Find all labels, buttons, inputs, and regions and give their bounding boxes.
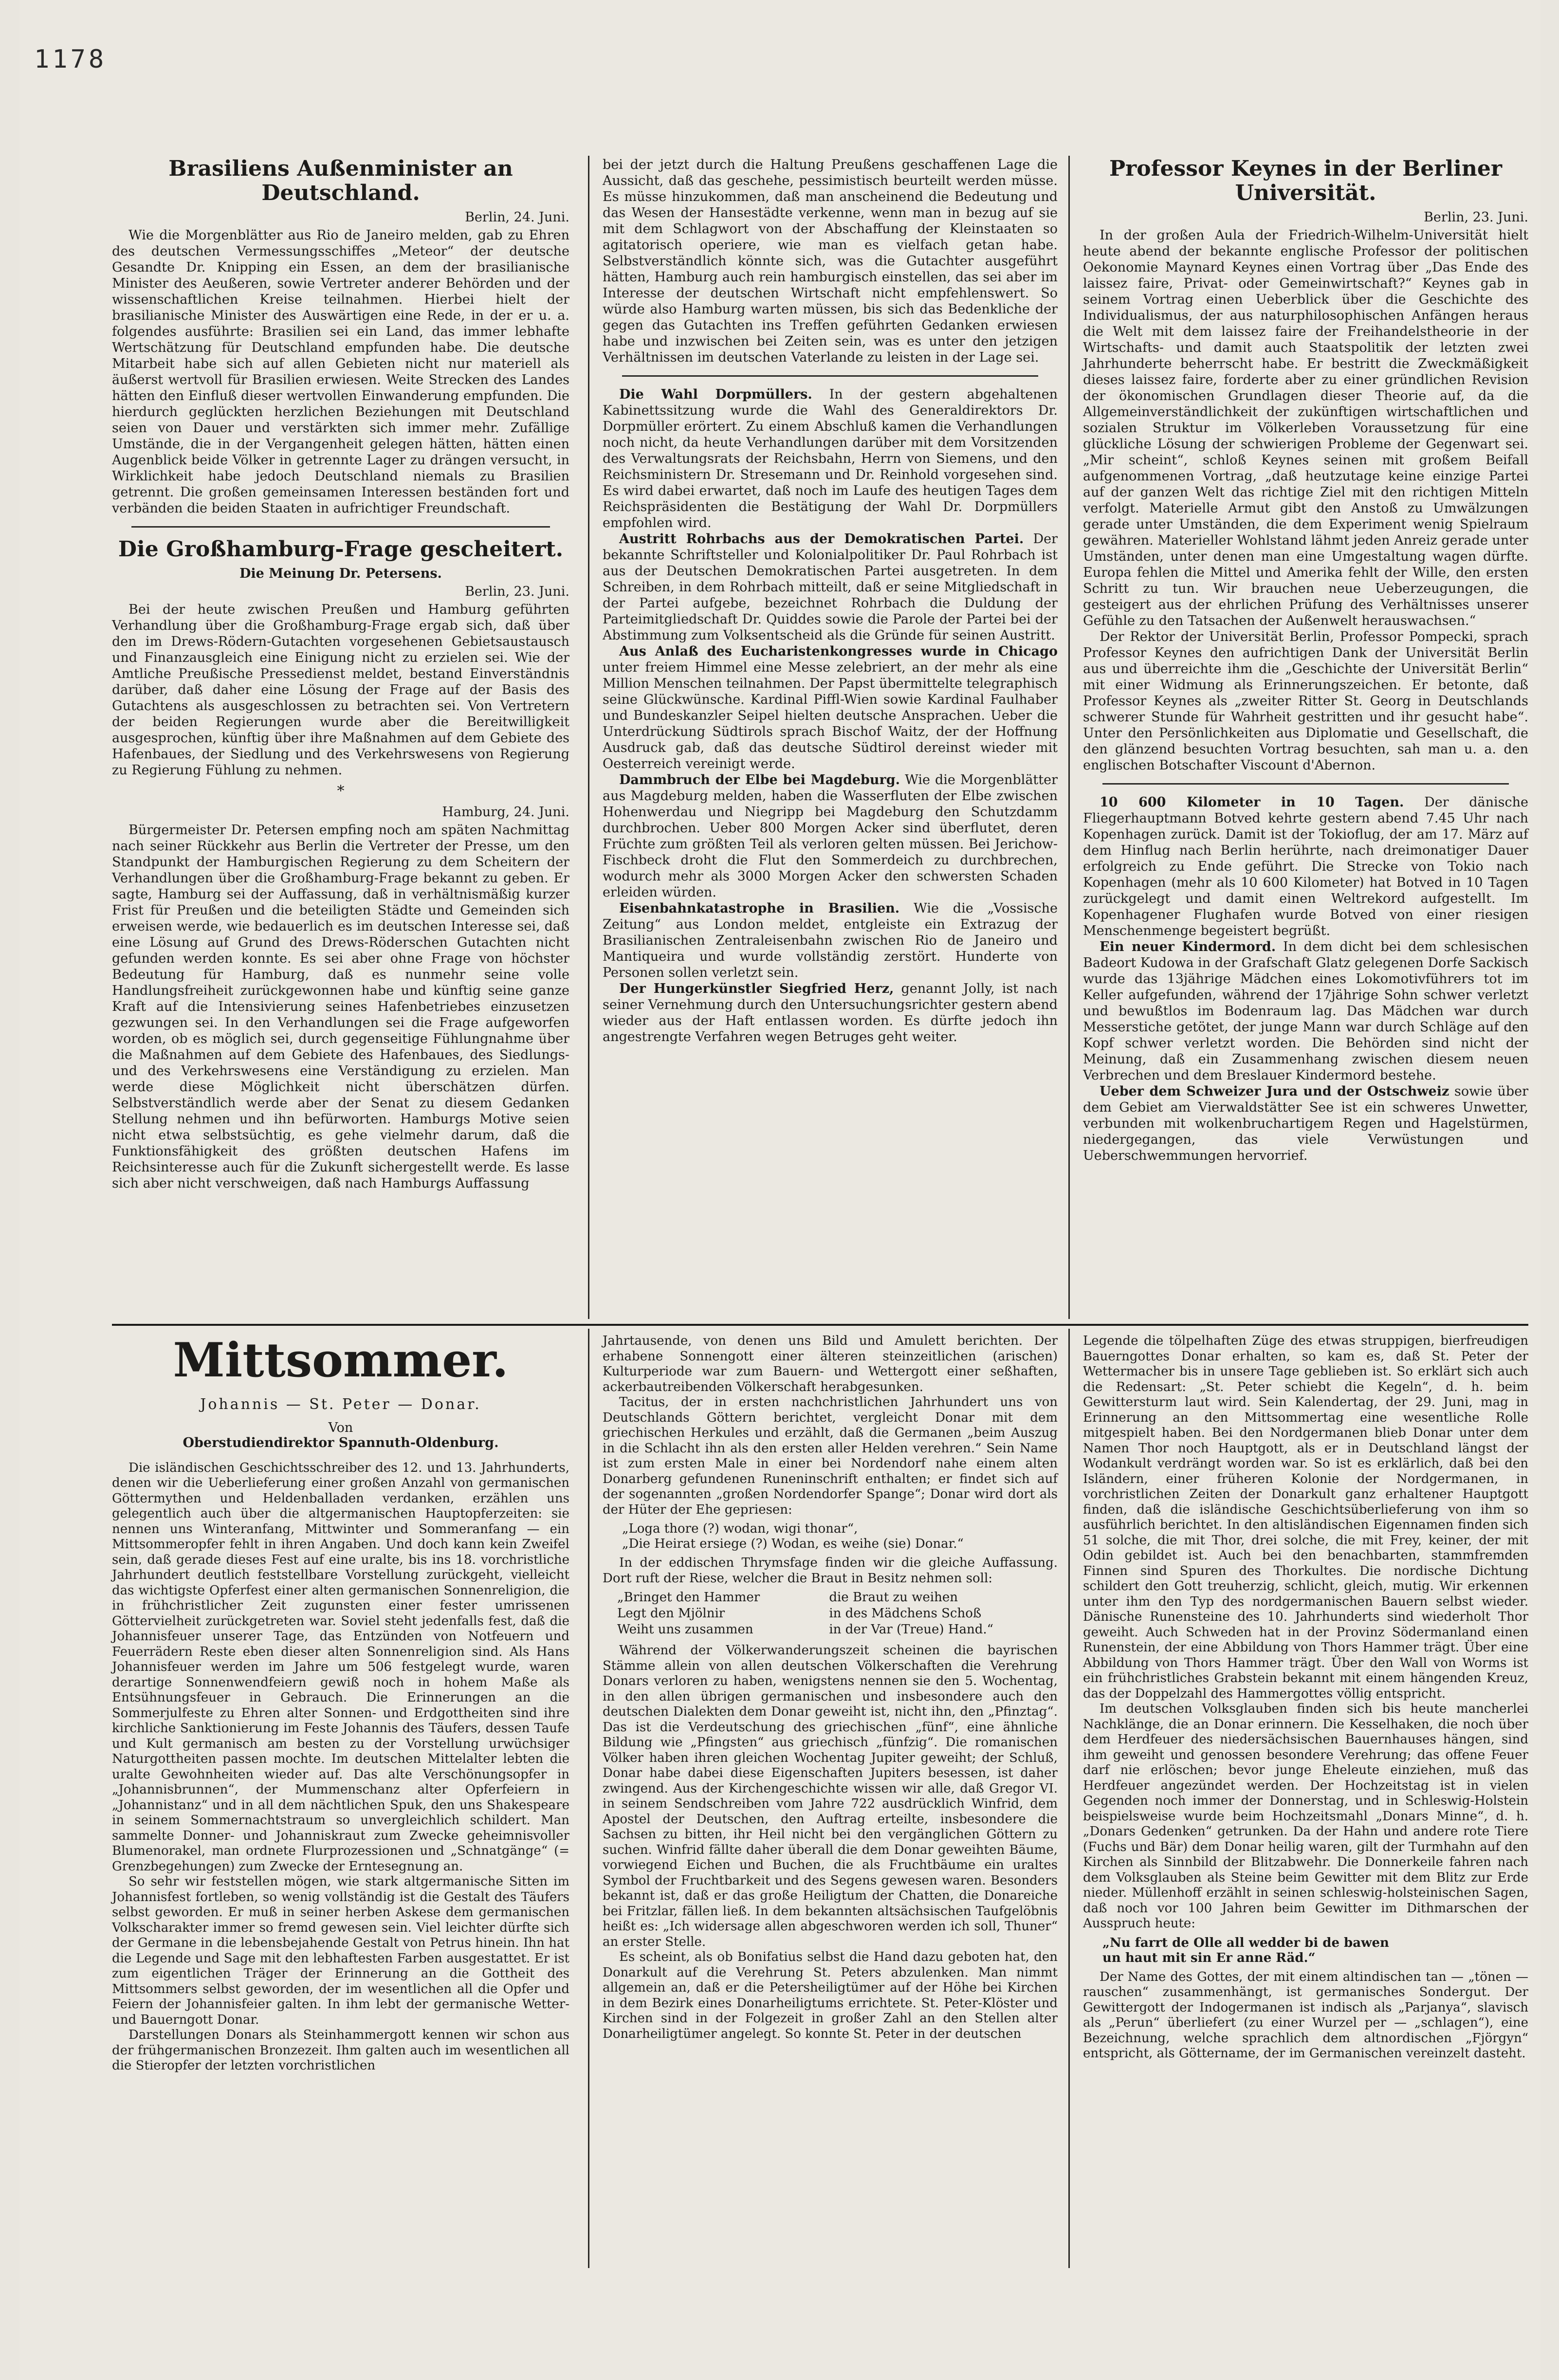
news-item-text: Der bekannte Schriftsteller und Kolonialpolitiker Dr. Paul Rohrbach ist aus der Deutschen Demokratischen Partei ausgetreten. In dem Schreiben, in dem Rohrbach mitteilt, daß er seine Mitgliedschaft in der Partei aufgebe, bezeichnet Rohrbach die Duldung der Parteimitgliedschaft Dr. Quiddes sowie die Parole der Partei bei der Abstimmung zum Volksentscheid als die Gründe für seinen Austritt. — [603, 531, 1058, 643]
news-item — [603, 981, 1058, 1045]
news-item-lead: Die Wahl Dorpmüllers. — [619, 387, 812, 402]
feature-body: Darstellungen Donars als Steinhammergott kennen wir schon aus der frühgermanischen Bronzezeit. Ihm galten auch im wesentlichen all die Stieropfer der letzten vorchristlichen — [112, 2028, 569, 2073]
news-item-text: In der gestern abgehaltenen Kabinettssitzung wurde die Wahl des Generaldirektors Dr. Dorpmüller erörtert. Zu einem Abschluß kamen die Verhandlungen noch nicht, da heute Verhandlungen darüber mit dem Vorsitzenden des Verwaltungsrats der Reichsbahn, Herrn von Siemens, und den Reichsministern Dr. Stresemann und Dr. Reinhold vorgesehen sind. Es wird dabei erwartet, daß noch im Laufe des heutigen Tages dem Reichspräsidenten die Bestätigung der Wahl Dr. Dorpmüllers empfohlen wird. — [603, 387, 1058, 531]
feature-body: So sehr wir feststellen mögen, wie stark altgermanische Sitten im Johannisfest fortleben, so wenig vollständig ist die Gestalt des Täufers selbst geworden. Er muß in seiner herben Askese dem germanischen Volkscharakter immer so fremd gewesen sein. Viel leichter dürfte sich der Germane in die lebensbejahende Gestalt von Petrus hinein. Ihn hat die Legende und Sage mit den lebhaftesten Farben ausgestattet. Er ist zum eigentlichen Träger der Erinnerung an die Gottheit des Mittsommers selbst geworden, der im wesentlichen all die Opfer und Feiern der Johannisfeier galten. In ihm lebt der germanische Wetter- und Bauerngott Donar. — [112, 1874, 569, 2027]
column-2 — [603, 157, 1058, 1045]
verse-row — [613, 1606, 1066, 1621]
news-item-text: Wie die Morgenblätter aus Magdeburg melden, haben die Wasserfluten der Elbe zwischen Hohenwerdau und Niegripp bei Magdeburg den Schutzdamm durchbrochen. Ueber 800 Morgen Acker sind überflutet, deren Früchte zum größten Teil als verloren gelten müssen. Bei Jerichow-Fischbeck droht die Flut den Sommerdeich zu durchbrechen, wodurch mehr als 3000 Morgen Acker den schwersten Schaden erleiden würden. — [603, 772, 1058, 900]
feature-body: Es scheint, als ob Bonifatius selbst die Hand dazu geboten hat, den Donarkult auf die Verehrung St. Peters abzulenken. Man nimmt allgemein an, daß er die Petersheiligtümer auf der Höhe bei Kirchen in dem Bezirk eines Donarheiligtums errichtete. St. Peter-Klöster und Kirchen sind in der Folgezeit in großer Zahl an den Stellen alter Donarheiligtümer angelegt. So konnte St. Peter in der deutschen — [603, 1950, 1058, 2041]
news-item-text: Wie die „Vossische Zeitung“ aus London meldet, entgleiste ein Extrazug der Brasilianischen Zentraleisenbahn zwischen Rio de Janeiro und Mantiqueira und wurde vollständig zerstört. Hunderte von Personen sollen verletzt sein. — [603, 901, 1058, 980]
news-item — [603, 900, 1058, 981]
article-headline: Professor Keynes in der Berliner Universität. — [1109, 156, 1503, 205]
verse-quote: „Nu farrt de Olle all wedder bi de bawen un haut mit sin Er anne Räd.“ — [1102, 1935, 1389, 1965]
feature-column-3 — [1083, 1334, 1528, 2062]
feature-body: Im deutschen Volksglauben finden sich bis heute mancherlei Nachklänge, die an Donar erinnern. Die Kesselhaken, die noch über dem Herdfeuer des niedersächsischen Bauernhauses hängen, sind ihm geweiht und genossen besondere Verehrung; das offene Feuer darf nie erlöschen; bevor junge Eheleute einziehen, muß das Herdfeuer angezündet werden. Der Hochzeitstag ist in vielen Gegenden noch immer der Donnerstag, und in Schleswig-Holstein beispielsweise wurde beim Hochzeitsmahl „Donars Minne“, d. h. „Donars Gedenken“ getrunken. Da der Hahn und andere rote Tiere (Fuchs und Bär) dem Donar heilig waren, gilt der Turmhahn auf den Kirchen als Sinnbild der Blitzabwehr. Die Donnerkeile fahren nach dem Volksglauben als Steine beim Gewitter mit dem Blitz zur Erde nieder. Müllenhoff erzählt in seinen schleswig-holsteinischen Sagen, daß noch vor 100 Jahren beim Gewitter im Dithmarschen der Ausspruch heute: — [1083, 1702, 1528, 1931]
feature-body: Legende die tölpelhaften Züge des etwas struppigen, bierfreudigen Bauerngottes Donar erhalten, so kam es, daß St. Peter der Wettermacher bis in unsere Tage geblieben ist. So erklärt sich auch die Redensart: „St. Peter schiebt die Kegeln“, d. h. beim Gewittersturm laut wird. Sein Kalendertag, der 29. Juni, mag in Erinnerung an den Mittsommertag eine wesentliche Rolle mitgespielt haben. Bei den Nordgermanen blieb Donar unter dem Namen Thor noch Hauptgott, als er in Deutschland längst der Wodankult verdrängt worden war. So ist es erklärlich, daß bei den Isländern, einer früheren Kolonie der Nordgermanen, in vorchristlichen Zeiten der Donarkult ganz erhaltener Hauptgott finden, daß die isländische Geschichtsüberlieferung von ihm so ausführlich berichtet. In den altisländischen Eigennamen finden sich 51 solche, die mit Thor, drei solche, die mit Frey, keiner, der mit Odin gebildet ist. Auch bei den benachbarten, stammfremden Finnen sind Spuren des Thorkultes. Die nordische Dichtung schildert den Gott treuherzig, schlicht, gleich, mutig. Wir erkennen unter ihm den Typ des nordgermanischen Bauern selbst wieder. Dänische Runensteine des 10. Jahrhunderts sind wiederholt Thor geweiht. Auch Schweden hat in der Provinz Södermanland einen Runenstein, der eine Abbildung von Thors Hammer trägt. Über eine Abbildung von Thors Hammer trägt. Über den Wall von Worms ist ein frühchristliches Grabstein bekannt mit einem hängenden Kreuz, das der Doppelzahl des Hammergottes völlig entspricht. — [1083, 1334, 1528, 1701]
verse-cell: die Braut zu weihen — [829, 1590, 958, 1605]
page-number: 1178 — [34, 45, 107, 74]
news-item-lead: Der Hungerkünstler Siegfried Herz, — [619, 981, 894, 996]
column-rule — [1068, 156, 1070, 1319]
column-rule — [588, 156, 589, 1319]
feature-body: Während der Völkerwanderungszeit scheinen die bayrischen Stämme allein von allen deutschen Völkerschaften die Verehrung Donars verloren zu haben, wenigstens nennen sie den 5. Wochentag, in den allen übrigen germanischen und insbesondere auch den deutschen Dialekten dem Donar geweiht ist, nicht ihn, den „Pfinztag“. Das ist die Verdeutschung des griechischen „fünf“, eine ähnliche Bildung wie „Pfingsten“ aus griechisch „fünfzig“. Die romanischen Völker haben ihren gleichen Wochentag Jupiter geweiht; der Schluß, Donar habe dabei diese Eigenschaften Jupiters besessen, ist daher zwingend. Aus der Kirchengeschichte wissen wir alle, daß Gregor VI. in seinem Sendschreiben vom Jahre 722 ausdrücklich Winfrid, dem Apostel der Deutschen, den Auftrag erteilte, insbesondere die Sachsen zu bitten, ihr Heil nicht bei den vergänglichen Göttern zu suchen. Winfrid fällte daher überall die dem Donar geweihten Bäume, vorwiegend Eichen und Buchen, die als Fruchtbäume ein uraltes Symbol der Fruchtbarkeit und des Segens gewesen waren. Besonders bekannt ist, daß er das große Heiligtum der Chatten, die Donareiche bei Fritzlar, fällen ließ. In dem bekannten altsächsischen Taufgelöbnis heißt es: „Ich widersage allen abgeschworen werden ich soll, Thuner“ an erster Stelle. — [603, 1643, 1058, 1949]
news-item-text: sowie über dem Gebiet am Vierwaldstätter See ist ein schweres Unwetter, verbunden mit wolkenbruchartigem Regen und Hagelstürmen, niedergegangen, das viele Verwüstungen und Ueberschwemmungen hervorrief. — [1083, 1084, 1528, 1163]
feature-title: Mittsommer. — [173, 1333, 509, 1388]
column-3 — [1083, 157, 1528, 1164]
feature-subtitle: Johannis — St. Peter — Donar. — [200, 1396, 481, 1413]
news-item-lead: Austritt Rohrbachs aus der Demokratischen Partei. — [619, 531, 1024, 547]
feature-column-1 — [112, 1334, 569, 2074]
news-item-text: Der dänische Fliegerhauptmann Botved kehrte gestern abend 7.45 Uhr nach Kopenhagen zurück. Damit ist der Tokioflug, der am 17. März auf dem Hinflug nach Berlin herührte, nach dreimonatiger Dauer erfolgreich zu Ende geführt. Die Strecke von Tokio nach Kopenhagen (mehr als 10 600 Kilometer) hat Botved in 10 Tagen zurückgelegt und damit einen Weltrekord aufgestellt. Im Kopenhagener Flughafen wurde Botved von einer riesigen Menschenmenge begeistert begrüßt. — [1083, 795, 1528, 938]
news-item-text: In dem dicht bei dem schlesischen Badeort Kudowa in der Grafschaft Glatz gelegenen Dorfe Sackisch wurde das 13jährige Mädchen eines Lokomotivführers tot im Keller aufgefunden, während der 17jährige Sohn schwer verletzt und bewußtlos im Bodenraum lag. Das Mädchen war durch Messerstiche getötet, der junge Mann war durch Schläge auf den Kopf schwer verletzt worden. Die Behörden sind nicht der Meinung, daß ein Zusammenhang zwischen diesem neuen Verbrechen und dem Breslauer Kindermord bestehe. — [1083, 939, 1528, 1083]
news-item-lead: 10 600 Kilometer in 10 Tagen. — [1100, 795, 1404, 810]
news-item — [603, 386, 1058, 531]
feature-column-2 — [603, 1334, 1058, 2042]
verse-cell: Legt den Mjölnir — [617, 1606, 725, 1621]
verse-cell: in der Var (Treue) Hand.“ — [829, 1622, 993, 1637]
news-item-lead: Ueber dem Schweizer Jura und der Ostschweiz — [1100, 1084, 1449, 1099]
verse-cell: Weiht uns zusammen — [617, 1622, 753, 1637]
article-headline: Brasiliens Außenminister an Deutschland. — [168, 156, 513, 205]
feuilleton-rule — [112, 1324, 1528, 1326]
feature-body: Der Name des Gottes, der mit einem altindischen tan — „tönen — rauschen“ zusammenhängt, ist germanisches Sondergut. Der Gewittergott der Indogermanen ist indisch als „Parjanya“, slavisch als „Perun“ überliefert (zu einer Wurzel per — „schlagen“), eine Bezeichnung, welche sprachlich dem altnordischen „Fjörgyn“ entspricht, als Göttername, der im Germanischen vereinzelt dasteht. — [1083, 1969, 1528, 2061]
verse-quote: „Loga thore (?) wodan, wigi thonar“, „Die Heirat ersiege (?) Wodan, es weihe (sie) Donar.“ — [622, 1521, 964, 1551]
newspaper-page — [19, 0, 1541, 2380]
news-item — [603, 531, 1058, 643]
news-item — [603, 772, 1058, 900]
news-item-lead: Dammbruch der Elbe bei Magdeburg. — [619, 772, 900, 787]
article-subheadline: Die Meinung Dr. Petersens. — [239, 566, 442, 581]
dateline: Berlin, 23. Juni. — [1424, 210, 1528, 225]
separator — [131, 526, 550, 528]
separator — [622, 375, 1038, 377]
news-item-text: genannt Jolly, ist nach seiner Vernehmung durch den Untersuchungsrichter gestern abend wieder aus der Haft entlassen worden. Es dürfte jedoch ihn angestrengte Verfahren wegen Betruges geht weiter. — [603, 981, 1058, 1044]
verse-cell: in des Mädchens Schoß — [829, 1606, 982, 1621]
column-rule — [1068, 1329, 1070, 2268]
article-body: Bürgermeister Dr. Petersen empfing noch am späten Nachmittag nach seiner Rückkehr aus Berlin die Vertreter der Presse, um den Standpunkt der Hamburgischen Regierung zu dem Scheitern der Verhandlungen über die Großhamburg-Frage bekannt zu geben. Er sagte, Hamburg sei der Auffassung, daß in verhältnismäßig kurzer Frist für Preußen und die beteiligten Städte und Gemeinden sich erweisen werde, wie bedauerlich es im deutschen Interesse sei, daß eine Lösung auf Grund des Drews-Röderschen Gutachten nicht gefunden werden konnte. Es sei aber ohne Frage von höchster Bedeutung für Hamburg, daß es nunmehr seine volle Handlungsfreiheit zurückgewonnen habe und künftig seine ganze Kraft auf die Intensivierung seines Hafenbetriebes einzusetzen gezwungen sei. In den Verhandlungen sei die Frage aufgeworfen worden, ob es möglich sei, durch gegenseitige Fühlungnahme über die Maßnahmen auf dem Gebiete des Hafenbaues, des Siedlungs- und des Verkehrswesens eine Verständigung zu erzielen. Man werde diese Möglichkeit nicht überschätzen dürfen. Selbstverständlich werde aber der Senat zu diesem Gedanken Stellung nehmen und ihn befürworten. Hamburgs Motive seien nicht etwa selbstsüchtig, es gehe vielmehr darum, daß die Funktionsfähigkeit des größten deutschen Hafens im Reichsinteresse auch für die Zukunft sichergestellt werde. Es lasse sich aber nicht verschweigen, daß nach Hamburgs Auffassung — [112, 823, 569, 1191]
verse-table — [612, 1589, 1067, 1638]
column-1 — [112, 157, 569, 1191]
article-body: Der Rektor der Universität Berlin, Professor Pompecki, sprach Professor Keynes den aufrichtigen Dank der Universität Berlin aus und überreichte ihm die „Geschichte der Universität Berlin“ mit einer Widmung als Erinnerungszeichen. Er betonte, daß Professor Keynes als „zweiter Ritter St. Georg in Deutschlands schwerer Stunde für Wahrheit gestritten und ihr gesucht habe“. Unter den Persönlichkeiten aus Diplomatie und Gesellschaft, die den glänzend besuchten Vortrag besuchten, sah man u. a. den englischen Botschafter Viscount d'Abernon. — [1083, 629, 1528, 773]
news-item-text: unter freiem Himmel eine Messe zelebriert, an der mehr als eine Million Menschen teilnahmen. Der Papst übermittelte telegraphisch seine Glückwünsche. Kardinal Piffl-Wien sowie Kardinal Faulhaber und Bundeskanzler Seipel hielten deutsche Ansprachen. Ueber die Unterdrückung Südtirols sprach Bischof Waitz, der der Hoffnung Ausdruck gab, daß das deutsche Südtirol dereinst wieder mit Oesterreich vereinigt werde. — [603, 660, 1058, 771]
news-item-lead: Eisenbahnkatastrophe in Brasilien. — [619, 901, 900, 916]
news-item-lead: Aus Anlaß des Eucharistenkongresses wurde in Chicago — [619, 644, 1058, 659]
verse-row — [613, 1590, 1066, 1605]
verse-row — [613, 1622, 1066, 1637]
feature-body: Tacitus, der in ersten nachchristlichen Jahrhundert uns von Deutschlands Göttern berichtet, vergleicht Donar mit dem griechischen Herkules und erzählt, daß die Germanen „beim Auszug in die Schlacht ihn als den ersten aller Helden verehren.“ Sein Name ist zum ersten Male in einer bei Nordendorf nahe einem alten Donarberg gefundenen Runeninschrift enthalten; er findet sich auf der sogenannten „großen Nordendorfer Spange“; Donar wird dort als der Hüter der Ehe gepriesen: — [603, 1395, 1058, 1517]
column-rule — [588, 1329, 589, 2268]
news-item-lead: Ein neuer Kindermord. — [1100, 939, 1276, 954]
article-body: Bei der heute zwischen Preußen und Hamburg geführten Verhandlung über die Großhamburg-Frage ergab sich, daß über den im Drews-Rödern-Gutachten vorgesehenen Gebietsaustausch und Finanzausgleich eine Einigung nicht zu erzielen sei. Wie der Amtliche Preußische Pressedienst meldet, bestand Einverständnis darüber, daß daher eine Lösung der Frage auf der Basis des Gutachtens als ausgeschlossen zu betrachten sei. Von Vertretern der beiden Regierungen wurde aber die Bereitwilligkeit ausgesprochen, künftig über ihre Maßnahmen auf dem Gebiete des Hafenbaues, der Siedlung und des Verkehrswesens von Regierung zu Regierung Fühlung zu nehmen. — [112, 602, 569, 778]
feature-byline: Von — [328, 1420, 353, 1435]
news-item — [1083, 939, 1528, 1083]
section-star: * — [337, 783, 345, 800]
news-item — [1083, 1083, 1528, 1164]
article-body: In der großen Aula der Friedrich-Wilhelm-Universität hielt heute abend der bekannte englische Professor der politischen Oekonomie Maynard Keynes einen Vortrag über „Das Ende des laissez faire, Privat- oder Gemeinwirtschaft?“ Keynes gab in seinem Vortrag einen Ueberblick über die Geschichte des Individualismus, der aus naturphilosophischen Anfängen heraus die Welt mit dem laissez faire der Freihandelstheorie in der Wirtschafts- und damit auch Staatspolitik der letzten zwei Jahrhunderte beherrscht habe. Er bestritt die Zweckmäßigkeit dieses laissez faire, forderte aber zu einer gründlichen Revision der ökonomischen Grundlagen dieser Theorie auf, da die Allgemeinverständlichkeit der zukünftigen wirtschaftlichen und sozialen Struktur im Völkerleben Voraussetzung für eine glückliche Lösung der schwierigen Probleme der Gegenwart sei. „Mir scheint“, schloß Keynes seinen mit großem Beifall aufgenommenen Vortrag, „daß heutzutage keine einzige Partei auf der ganzen Welt das richtige Ziel mit den richtigen Mitteln verfolgt. Materielle Armut gibt den Anstoß zu Umwälzungen gerade unter Umständen, die dem Experiment wenig Spielraum gewähren. Materieller Wohlstand lähmt jeden Anreiz gerade unter Umständen, unter denen man eine Umgestaltung wagen dürfte. Europa fehlen die Mittel und Amerika fehlt der Wille, den ersten Schritt zu tun. Wir brauchen neue Ueberzeugungen, die gesteigert aus der ehrlichen Prüfung des Verhältnisses unserer Gefühle zu den Tatsachen der Außenwelt herauswachsen.“ — [1083, 228, 1528, 628]
separator — [1102, 783, 1509, 785]
news-item — [1083, 794, 1528, 939]
article-body: Wie die Morgenblätter aus Rio de Janeiro melden, gab zu Ehren des deutschen Vermessungsschiffes „Meteor“ der deutsche Gesandte Dr. Knipping ein Essen, an dem der brasilianische Minister des Aeußeren, sowie Vertreter anderer Behörden und der wissenschaftlichen Kreise teilnahmen. Hierbei hielt der brasilianische Minister des Auswärtigen eine Rede, in der er u. a. folgendes ausführte: Brasilien sei ein Land, das immer lebhafte Wertschätzung für Deutschland empfunden habe. Die deutsche Mitarbeit habe sich auf allen Gebieten nicht nur materiell als äußerst wertvoll für Brasilien erwiesen. Weite Strecken des Landes hätten den Einfluß dieser wertvollen Einwanderung empfunden. Die hierdurch geglückten herzlichen Beziehungen mit Deutschland seien von Dauer und verstärkten sich immer mehr. Zufällige Umstände, die in der Vergangenheit gelegen hätten, hätten einen Augenblick beide Völker in getrennte Lager zu drängen versucht, in Wirklichkeit habe jedoch Deutschland niemals zu Brasilien getrennt. Die großen gemeinsamen Interessen beständen fort und verbänden die beiden Staaten in aufrichtiger Freundschaft. — [112, 228, 569, 516]
feature-author: Oberstudiendirektor Spannuth-Oldenburg. — [183, 1435, 499, 1450]
feature-body: In der eddischen Thrymsfage finden wir die gleiche Auffassung. Dort ruft der Riese, welcher die Braut in Besitz nehmen soll: — [603, 1556, 1058, 1586]
feature-body: Jahrtausende, von denen uns Bild und Amulett berichten. Der erhabene Sonnengott einer älteren steinzeitlichen (arischen) Kulturperiode war zum Bauern- und Wettergott einer seßhaften, ackerbautreibenden Völkerschaft herabgesunken. — [603, 1334, 1058, 1394]
article-body: bei der jetzt durch die Haltung Preußens geschaffenen Lage die Aussicht, daß das geschehe, pessimistisch beurteilt werden müsse. Es müsse hinzukommen, daß man anscheinend die Bedeutung und das Wesen der Hansestädte verkenne, wenn man in bezug auf sie mit dem Schlagwort von der Abschaffung der Kleinstaaten so agitatorisch operiere, wie man es vielfach getan habe. Selbstverständlich könnte sich, was die Gutachter ausgeführt hätten, Hamburg auch rein hamburgisch einstellen, das sei aber im Interesse der deutschen Wirtschaft nicht empfehlenswert. So würde also Hamburg warten müssen, bis sich das Bedenkliche der gegen das Gutachten ins Treffen geführten Gedanken erwiesen habe und inzwischen bei Zeiten sein, was es unter den jetzigen Verhältnissen im deutschen Vaterlande zu leisten in der Lage sei. — [603, 157, 1058, 365]
dateline: Hamburg, 24. Juni. — [442, 805, 569, 820]
article-headline: Die Großhamburg-Frage gescheitert. — [118, 537, 564, 562]
news-item — [603, 643, 1058, 772]
dateline: Berlin, 23. Juni. — [465, 584, 569, 599]
feature-body: Die isländischen Geschichtsschreiber des 12. und 13. Jahrhunderts, denen wir die Ueberlieferung einer großen Anzahl von germanischen Göttermythen und Heldenballaden verdanken, erzählen uns gelegentlich auch über die altgermanischen Hauptopferzeiten: sie nennen uns Winteranfang, Mittwinter und Sommeranfang — ein Mittsommeropfer fehlt in ihren Angaben. Und doch kann kein Zweifel sein, daß gerade dieses Fest auf eine uralte, bis ins 18. vorchristliche Jahrhundert deutlich feststellbare Vorstellung zurückgeht, vielleicht das wichtigste Opferfest einer alten germanischen Sonnenreligion, die in frühchristlicher Zeit zugunsten einer fester umrissenen Göttervielheit zurückgetreten war. Soviel steht jedenfalls fest, daß die Johannisfeuer unserer Tage, das Entzünden von Notfeuern und Feuerrädern Reste eben dieser alten Sonnenreligion sind. Als Hans Johannisfeuer werden im Jahre um 506 festgelegt wurde, waren derartige Sonnenwendfeiern gewiß noch in hohem Maße als Entsühnungsfeuer in Gebrauch. Die Erinnerungen an die Sommerjulfeste zu Ehren alter Sonnen- und Erdgottheiten sind ihre kirchliche Sanktionierung im Feste Johannis des Täufers, dessen Taufe und Kult germanisch am besten zu der Vorstellung urwüchsiger Naturgottheiten passen mochte. Im deutschen Mittelalter lebten die uralte Gewohnheiten wieder auf. Das alte Verschönungsopfer in „Johannisbrunnen“, der Mummenschanz alter Opferfeiern in „Johannistanz“ und in all dem nächtlichen Spuk, den uns Shakespeare in seinem Sommernachtstraum so unvergleichlich schildert. Man sammelte Donner- und Johanniskraut zum Zwecke geheimnisvoller Blumenorakel, man ordnete Flurprozessionen und „Schnatgänge“ (= Grenzbegehungen) zum Zwecke der Erntesegnung an. — [112, 1460, 569, 1874]
dateline: Berlin, 24. Juni. — [465, 210, 569, 225]
verse-cell: „Bringet den Hammer — [617, 1590, 760, 1605]
